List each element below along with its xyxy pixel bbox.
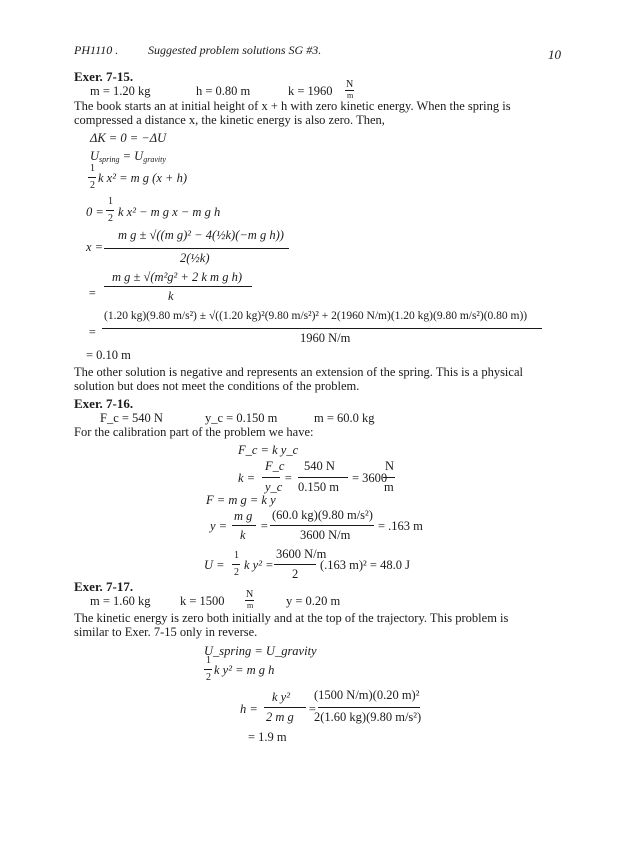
equation-lhs: h = — [240, 702, 258, 716]
exercise-7-16-heading: Exer. 7-16. — [74, 396, 134, 411]
equation-lhs: U = — [204, 558, 225, 572]
course-code: PH1110 . — [74, 43, 119, 57]
equation-denominator: 2 m g — [266, 710, 294, 724]
exercise-7-17-heading: Exer. 7-17. — [74, 579, 134, 594]
page-number: 10 — [548, 47, 561, 62]
unit-numerator: N — [385, 459, 395, 473]
equation-numerator: 3600 N/m — [276, 547, 327, 561]
equation-force: F = m g = k y — [206, 493, 276, 507]
paragraph-line: The kinetic energy is zero both initially and at the top of the trajectory. This problem is — [74, 611, 509, 625]
equation-numerator: 540 N — [304, 459, 335, 473]
paragraph-line: The other solution is negative and represents an extension of the spring. This is a physical — [74, 365, 523, 379]
equation-denominator: k — [168, 289, 174, 303]
equation-calibration: F_c = k y_c — [238, 443, 299, 457]
result: = .163 m — [378, 519, 423, 533]
fraction-bar — [106, 210, 114, 211]
equals-sign: = — [88, 325, 97, 339]
fraction-numerator: 1 — [206, 655, 211, 666]
fraction-bar — [232, 564, 240, 565]
equals-sign: = — [284, 471, 293, 485]
equation-spring-gravity: k y² = m g h — [214, 663, 275, 677]
given-mass: m = 1.20 kg — [90, 84, 151, 98]
given-force: F_c = 540 N — [100, 411, 163, 425]
equation-denominator: 2(½k) — [180, 251, 210, 265]
fraction-bar — [104, 248, 289, 249]
equation-quadratic: k x² − m g x − m g h — [118, 205, 221, 219]
equation-denominator: 2(1.60 kg)(9.80 m/s²) — [314, 710, 422, 724]
fraction-bar — [102, 328, 542, 329]
equals-sign: = — [308, 702, 317, 716]
fraction-bar — [274, 564, 316, 565]
unit-denominator: m — [384, 480, 394, 494]
paragraph-line: solution but does not meet the conditions of the problem. — [74, 379, 360, 393]
fraction-bar — [318, 707, 420, 708]
equation-numerator: F_c — [265, 459, 285, 473]
fraction-denominator: 2 — [234, 567, 239, 578]
equation-potential: $U_{spring} = U_{gravity}$ — [90, 149, 166, 164]
equation-lhs: k = — [238, 471, 256, 485]
fraction-bar — [270, 525, 374, 526]
given-spring-constant: k = 1960 — [288, 84, 333, 98]
equation-energy-expr: k y² = — [244, 558, 274, 572]
equation-numerator: m g ± √((m g)² − 4(½k)(−m g h)) — [118, 228, 284, 242]
equation-numerator: (1500 N/m)(0.20 m)² — [314, 688, 420, 702]
equals-sign: = — [260, 519, 269, 533]
fraction-denominator: 2 — [90, 180, 95, 191]
equation-spring-gravity: k x² = m g (x + h) — [98, 171, 187, 185]
unit-numerator: N — [246, 589, 254, 600]
equation-denominator: y_c — [265, 480, 283, 494]
equation-lhs: y = — [210, 519, 228, 533]
equation-energy: ΔK = 0 = −ΔU — [90, 131, 167, 145]
fraction-bar — [298, 477, 348, 478]
paragraph-line: similar to Exer. 7-15 only in reverse. — [74, 625, 258, 639]
unit-bar — [383, 477, 395, 478]
equation-denominator: k — [240, 528, 246, 542]
given-displacement: y_c = 0.150 m — [205, 411, 278, 425]
equation-denominator: 0.150 m — [298, 480, 339, 494]
result: = 1.9 m — [248, 730, 287, 744]
fraction-bar — [264, 707, 306, 708]
equation-numerator: (1.20 kg)(9.80 m/s²) ± √((1.20 kg)²(9.80 m/s²)² + 2(1960 N/m)(1.20 kg)(9.80 m/s²)(0.80 m)) — [104, 310, 528, 322]
fraction-numerator: 1 — [108, 196, 113, 207]
fraction-bar — [88, 177, 96, 178]
unit-denominator: m — [347, 91, 354, 100]
fraction-numerator: 1 — [90, 163, 95, 174]
equation-denominator: 3600 N/m — [300, 528, 351, 542]
fraction-bar — [232, 525, 256, 526]
paragraph-line: For the calibration part of the problem we have: — [74, 425, 314, 439]
equation-numerator: m g — [234, 509, 253, 523]
given-spring-constant: k = 1500 — [180, 594, 225, 608]
fraction-denominator: 2 — [108, 213, 113, 224]
equation-denominator: 1960 N/m — [300, 331, 351, 345]
equation-lead: 0 = — [86, 205, 104, 219]
page-title: Suggested problem solutions SG #3. — [148, 43, 322, 57]
equation-numerator: m g ± √(m²g² + 2 k m g h) — [112, 270, 242, 284]
fraction-bar — [204, 669, 212, 670]
given-height: h = 0.80 m — [196, 84, 251, 98]
unit-numerator: N — [346, 79, 354, 90]
fraction-denominator: 2 — [206, 672, 211, 683]
equals-sign: = — [88, 286, 97, 300]
result: = 3600 — [352, 471, 388, 485]
exercise-7-15-heading: Exer. 7-15. — [74, 69, 134, 84]
given-height: y = 0.20 m — [286, 594, 341, 608]
equation-denominator: 2 — [292, 567, 299, 581]
fraction-bar — [104, 286, 252, 287]
equation-potential: U_spring = U_gravity — [204, 644, 317, 658]
fraction-bar — [262, 477, 280, 478]
given-mass: m = 60.0 kg — [314, 411, 375, 425]
equation-numerator: (60.0 kg)(9.80 m/s²) — [272, 508, 373, 522]
result: (.163 m)² = 48.0 J — [320, 558, 410, 572]
given-mass: m = 1.60 kg — [90, 594, 151, 608]
equation-lhs: x = — [86, 240, 104, 254]
paragraph-line: compressed a distance x, the kinetic energy is also zero. Then, — [74, 113, 385, 127]
paragraph-line: The book starts an at initial height of x + h with zero kinetic energy. When the spring is — [74, 99, 511, 113]
unit-denominator: m — [247, 601, 254, 610]
fraction-numerator: 1 — [234, 550, 239, 561]
equation-numerator: k y² — [272, 690, 290, 704]
result: = 0.10 m — [86, 348, 131, 362]
